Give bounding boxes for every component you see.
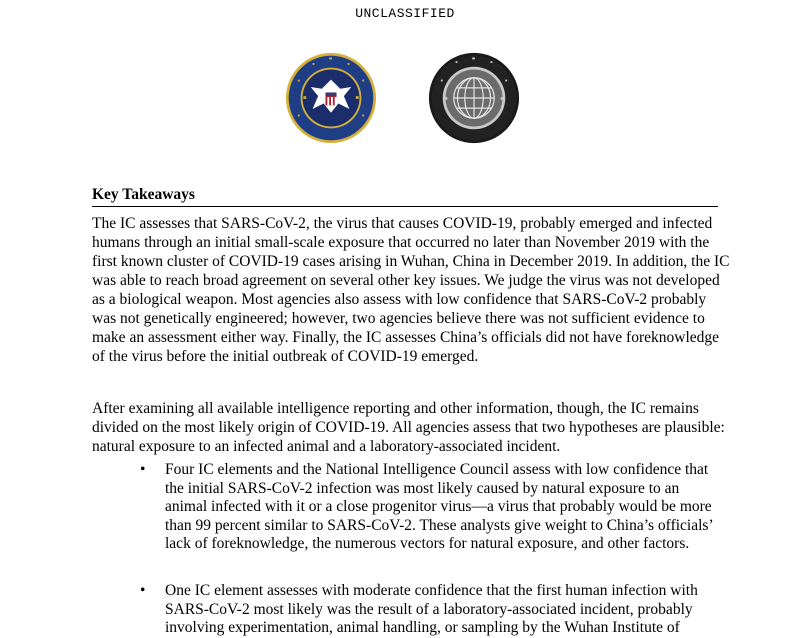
odni-seal-icon <box>285 52 377 144</box>
list-item <box>140 582 720 638</box>
bullet-icon: • <box>140 461 146 478</box>
paragraph: After examining all available intelligence reporting and other information, though, the IC remains divided on the most likely origin of COVID-19. All agencies assess that two hypotheses are plausible: natural exposure to an infected animal and a laboratory-associated incident. <box>92 400 725 455</box>
classification-marking: UNCLASSIFIED <box>355 6 455 21</box>
nic-seal-icon <box>428 52 520 144</box>
section-heading: Key Takeaways <box>92 185 718 207</box>
list-item-text: Four IC elements and the National Intelligence Council assess with low confidence that the initial SARS-CoV-2 infection was most likely caused by natural exposure to an animal infected with it or a close progenitor virus—a virus that probably would be more than 99 percent similar to SARS-CoV-2. These analysts give weight to China’s officials’ lack of foreknowledge, the numerous vectors for natural exposure, and other factors. <box>165 461 713 553</box>
bullet-list <box>140 582 720 638</box>
list-item-text: One IC element assesses with moderate confidence that the first human infection with SARS-CoV-2 most likely was the result of a laboratory-associated incident, probably involving experimentation, animal handling, or sampling by the Wuhan Institute of <box>165 582 698 637</box>
bullet-icon: • <box>140 582 146 599</box>
paragraph: The IC assesses that SARS-CoV-2, the virus that causes COVID-19, probably emerged and infected humans through an initial small-scale exposure that occurred no later than November 2019 with the first known cluster of COVID-19 cases arising in Wuhan, China in December 2019. In addition, the IC was able to reach broad agreement on several other key issues. We judge the virus was not developed as a biological weapon. Most agencies also assess with low confidence that SARS-CoV-2 probably was not genetically engineered; however, two agencies believe there was not sufficient evidence to make an assessment either way. Finally, the IC assesses China’s officials did not have foreknowledge of the virus before the initial outbreak of COVID-19 emerged. <box>92 215 730 365</box>
list-item <box>140 461 720 554</box>
bullet-list <box>140 461 720 554</box>
